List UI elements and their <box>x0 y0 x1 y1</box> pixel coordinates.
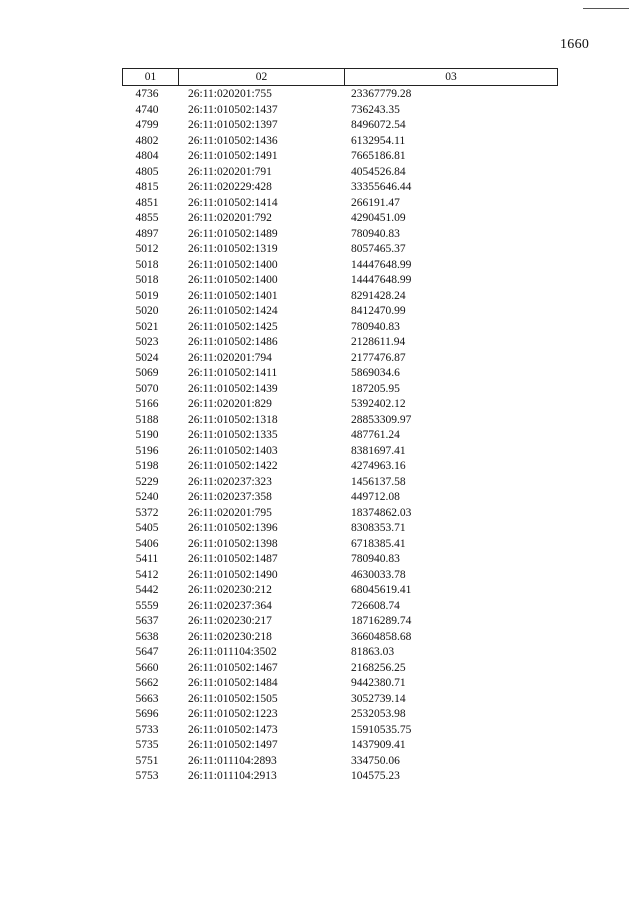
table-row <box>122 289 558 305</box>
cell-value: 487761.24 <box>351 429 400 441</box>
cell-value: 4290451.09 <box>351 212 406 224</box>
cell-cadastral-number: 26:11:010502:1437 <box>188 103 278 116</box>
cell-id: 4805 <box>135 165 159 178</box>
table-row <box>122 103 558 119</box>
cell-id: 4851 <box>135 196 159 209</box>
cell-value: 726608.74 <box>351 599 400 612</box>
cell-id: 5372 <box>135 506 159 519</box>
cell-value: 1437909.41 <box>351 739 406 751</box>
cell-value: 187205.95 <box>351 382 400 395</box>
cell-cadastral-number: 26:11:010502:1403 <box>188 444 278 457</box>
cell-id: 5753 <box>135 770 159 782</box>
cell-cadastral-number: 26:11:010502:1422 <box>188 460 278 472</box>
cell-value: 4630033.78 <box>351 568 406 581</box>
cell-value: 780940.83 <box>351 227 400 240</box>
cell-id: 4804 <box>135 150 159 162</box>
cell-value: 5392402.12 <box>351 398 406 410</box>
cell-id: 5405 <box>135 522 159 534</box>
table-row <box>122 413 558 429</box>
cell-cadastral-number: 26:11:010502:1497 <box>188 739 278 751</box>
cell-value: 6132954.11 <box>351 134 406 147</box>
cell-id: 4740 <box>135 103 159 116</box>
cell-cadastral-number: 26:11:010502:1319 <box>188 243 278 255</box>
cell-cadastral-number: 26:11:020201:791 <box>188 165 272 178</box>
cell-id: 5196 <box>135 444 159 457</box>
cell-cadastral-number: 26:11:010502:1490 <box>188 568 278 581</box>
table-row <box>122 475 558 491</box>
cell-value: 449712.08 <box>351 491 400 503</box>
cell-cadastral-number: 26:11:010502:1223 <box>188 708 278 720</box>
cell-value: 780940.83 <box>351 320 400 333</box>
cell-value: 2177476.87 <box>351 351 406 364</box>
cell-value: 8412470.99 <box>351 305 406 317</box>
cell-value: 3052739.14 <box>351 692 406 705</box>
cell-id: 4897 <box>135 227 159 240</box>
cell-id: 4736 <box>135 88 159 100</box>
table-row <box>122 738 558 754</box>
cell-cadastral-number: 26:11:020201:792 <box>188 212 272 224</box>
cell-id: 5018 <box>135 258 159 271</box>
cell-cadastral-number: 26:11:020237:358 <box>188 491 272 503</box>
table-row <box>122 723 558 739</box>
table-row <box>122 335 558 351</box>
table-row <box>122 537 558 553</box>
cell-cadastral-number: 26:11:010502:1400 <box>188 258 278 271</box>
table-row <box>122 692 558 708</box>
cell-cadastral-number: 26:11:020237:364 <box>188 599 272 612</box>
cell-cadastral-number: 26:11:010502:1484 <box>188 677 278 689</box>
cell-id: 5070 <box>135 382 159 395</box>
cell-value: 18716289.74 <box>351 615 412 627</box>
cell-id: 5166 <box>135 398 159 410</box>
cell-id: 4802 <box>135 134 159 147</box>
cell-cadastral-number: 26:11:020230:212 <box>188 584 272 596</box>
table-row <box>122 583 558 599</box>
cell-cadastral-number: 26:11:020201:795 <box>188 506 272 519</box>
cell-id: 5012 <box>135 243 159 255</box>
cell-value: 8381697.41 <box>351 444 406 457</box>
cell-id: 5638 <box>135 630 159 643</box>
header-col-02: 02 <box>179 69 345 85</box>
table-row <box>122 87 558 103</box>
cell-cadastral-number: 26:11:020230:218 <box>188 630 272 643</box>
cell-id: 5442 <box>135 584 159 596</box>
table-row <box>122 614 558 630</box>
cell-cadastral-number: 26:11:020237:323 <box>188 475 272 488</box>
cell-value: 266191.47 <box>351 196 400 209</box>
table-row <box>122 568 558 584</box>
cell-value: 334750.06 <box>351 754 400 767</box>
cell-id: 5023 <box>135 336 159 348</box>
header-col-03: 03 <box>445 71 457 83</box>
cell-cadastral-number: 26:11:010502:1439 <box>188 382 278 395</box>
table-row <box>122 165 558 181</box>
table-row <box>122 304 558 320</box>
cell-value: 4054526.84 <box>351 165 406 178</box>
cell-value: 2532053.98 <box>351 708 406 720</box>
cell-value: 15910535.75 <box>351 723 412 736</box>
cell-cadastral-number: 26:11:020230:217 <box>188 615 272 627</box>
header-col-01: 01 <box>123 69 179 85</box>
cell-value: 81863.03 <box>351 646 395 658</box>
cell-id: 5411 <box>135 553 159 565</box>
cell-cadastral-number: 26:11:010502:1487 <box>188 553 278 565</box>
table-row <box>122 320 558 336</box>
cell-cadastral-number: 26:11:010502:1436 <box>188 134 278 147</box>
cell-value: 23367779.28 <box>351 88 412 100</box>
cell-id: 5020 <box>135 305 159 317</box>
cell-cadastral-number: 26:11:010502:1505 <box>188 692 278 705</box>
cell-cadastral-number: 26:11:010502:1318 <box>188 413 278 426</box>
table-row <box>122 180 558 196</box>
table-row <box>122 490 558 506</box>
cell-value: 2168256.25 <box>351 661 406 674</box>
cell-cadastral-number: 26:11:020229:428 <box>188 181 272 193</box>
cell-value: 4274963.16 <box>351 460 406 472</box>
cell-value: 736243.35 <box>351 103 400 116</box>
table-body <box>122 87 558 785</box>
cell-value: 5869034.6 <box>351 367 400 379</box>
cell-id: 5229 <box>135 475 159 488</box>
cell-value: 8308353.71 <box>351 522 406 534</box>
cell-cadastral-number: 26:11:020201:794 <box>188 351 272 364</box>
cell-id: 5024 <box>135 351 159 364</box>
cell-cadastral-number: 26:11:010502:1396 <box>188 522 278 534</box>
table-row <box>122 118 558 134</box>
cell-cadastral-number: 26:11:010502:1489 <box>188 227 278 240</box>
cell-id: 5660 <box>135 661 159 674</box>
cell-value: 14447648.99 <box>351 274 412 286</box>
cell-id: 5188 <box>135 413 159 426</box>
cell-id: 5240 <box>135 491 159 503</box>
cell-value: 9442380.71 <box>351 677 406 689</box>
cell-id: 5696 <box>135 708 159 720</box>
cell-value: 7665186.81 <box>351 150 406 162</box>
cell-id: 5019 <box>135 289 159 302</box>
cell-value: 2128611.94 <box>351 336 406 348</box>
table-row <box>122 769 558 785</box>
cell-id: 5412 <box>135 568 159 581</box>
cell-cadastral-number: 26:11:010502:1411 <box>188 367 278 379</box>
cell-cadastral-number: 26:11:010502:1491 <box>188 150 278 162</box>
cell-id: 4799 <box>135 119 159 131</box>
cell-cadastral-number: 26:11:010502:1398 <box>188 537 278 550</box>
cell-id: 4855 <box>135 212 159 224</box>
cell-cadastral-number: 26:11:010502:1473 <box>188 723 278 736</box>
data-table <box>122 68 558 785</box>
table-row <box>122 676 558 692</box>
cell-id: 5647 <box>135 646 159 658</box>
cell-id: 5663 <box>135 692 159 705</box>
cell-id: 5406 <box>135 537 159 550</box>
table-row <box>122 351 558 367</box>
cell-value: 14447648.99 <box>351 258 412 271</box>
cell-cadastral-number: 26:11:020201:829 <box>188 398 272 410</box>
cell-id: 5637 <box>135 615 159 627</box>
cell-value: 8496072.54 <box>351 119 406 131</box>
cell-value: 104575.23 <box>351 770 400 782</box>
cell-cadastral-number: 26:11:010502:1397 <box>188 119 278 131</box>
cell-cadastral-number: 26:11:010502:1424 <box>188 305 278 317</box>
cell-id: 5198 <box>135 460 159 472</box>
cell-value: 28853309.97 <box>351 413 412 426</box>
table-row <box>122 707 558 723</box>
table-row <box>122 382 558 398</box>
table-row <box>122 661 558 677</box>
cell-id: 5559 <box>135 599 159 612</box>
cell-id: 5733 <box>135 723 159 736</box>
cell-id: 5662 <box>135 677 159 689</box>
cell-cadastral-number: 26:11:011104:2893 <box>188 754 277 767</box>
cell-cadastral-number: 26:11:010502:1401 <box>188 289 278 302</box>
cell-value: 8057465.37 <box>351 243 406 255</box>
cell-cadastral-number: 26:11:010502:1335 <box>188 429 278 441</box>
table-row <box>122 149 558 165</box>
table-row <box>122 599 558 615</box>
cell-cadastral-number: 26:11:010502:1486 <box>188 336 278 348</box>
table-row <box>122 552 558 568</box>
top-rule <box>583 8 629 9</box>
cell-cadastral-number: 26:11:010502:1400 <box>188 274 278 286</box>
cell-id: 5735 <box>135 739 159 751</box>
cell-value: 1456137.58 <box>351 475 406 488</box>
table-row <box>122 521 558 537</box>
cell-value: 8291428.24 <box>351 289 406 302</box>
cell-value: 68045619.41 <box>351 584 412 596</box>
table-row <box>122 366 558 382</box>
table-row <box>122 630 558 646</box>
cell-id: 5018 <box>135 274 159 286</box>
table-row <box>122 242 558 258</box>
table-row <box>122 211 558 227</box>
table-row <box>122 227 558 243</box>
cell-cadastral-number: 26:11:010502:1414 <box>188 196 278 209</box>
table-row <box>122 397 558 413</box>
cell-value: 33355646.44 <box>351 181 412 193</box>
table-row <box>122 645 558 661</box>
table-row <box>122 754 558 770</box>
cell-value: 36604858.68 <box>351 630 412 643</box>
cell-id: 5751 <box>135 754 159 767</box>
page-number: 1660 <box>560 37 590 52</box>
cell-cadastral-number: 26:11:011104:2913 <box>188 770 277 782</box>
cell-value: 780940.83 <box>351 553 400 565</box>
table-row <box>122 134 558 150</box>
table-row <box>122 273 558 289</box>
table-header <box>122 68 558 86</box>
cell-id: 5069 <box>135 367 159 379</box>
cell-id: 5021 <box>135 320 159 333</box>
cell-cadastral-number: 26:11:011104:3502 <box>188 646 277 658</box>
table-row <box>122 444 558 460</box>
cell-cadastral-number: 26:11:010502:1425 <box>188 320 278 333</box>
cell-id: 4815 <box>135 181 159 193</box>
table-row <box>122 428 558 444</box>
cell-cadastral-number: 26:11:020201:755 <box>188 88 272 100</box>
table-row <box>122 196 558 212</box>
table-row <box>122 459 558 475</box>
cell-id: 5190 <box>135 429 159 441</box>
table-row <box>122 506 558 522</box>
cell-value: 6718385.41 <box>351 537 406 550</box>
cell-value: 18374862.03 <box>351 506 412 519</box>
cell-cadastral-number: 26:11:010502:1467 <box>188 661 278 674</box>
table-row <box>122 258 558 274</box>
